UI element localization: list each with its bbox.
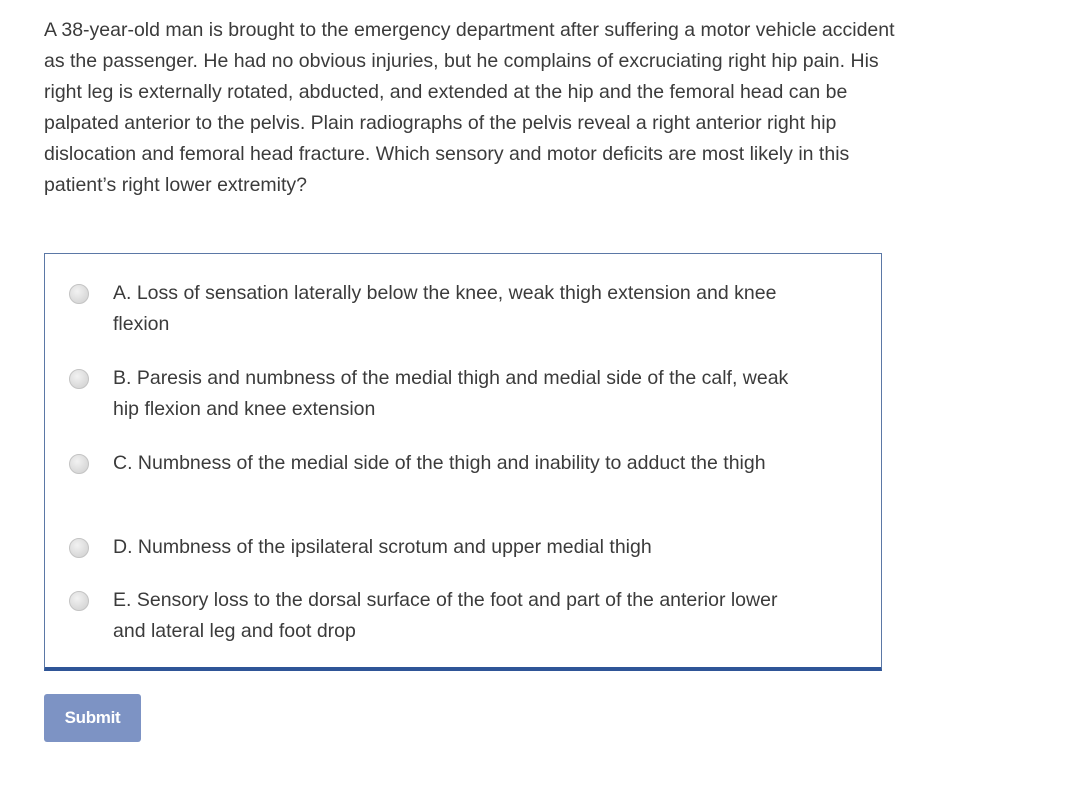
radio-button-a[interactable] [69, 284, 89, 304]
answer-options-box [44, 253, 882, 671]
radio-button-c[interactable] [69, 454, 89, 474]
radio-button-d[interactable] [69, 538, 89, 558]
option-a-label: A. Loss of sensation laterally below the knee, weak thigh extension and knee flexion [113, 282, 777, 335]
option-e-label: E. Sensory loss to the dorsal surface of the foot and part of the anterior lower and lateral leg and foot drop [113, 589, 778, 642]
option-b-label: B. Paresis and numbness of the medial thigh and medial side of the calf, weak hip flexion and knee extension [113, 367, 789, 420]
radio-button-e[interactable] [69, 591, 89, 611]
option-c-label: C. Numbness of the medial side of the thigh and inability to adduct the thigh [113, 452, 766, 474]
submit-button[interactable]: Submit [44, 694, 141, 742]
option-d-label: D. Numbness of the ipsilateral scrotum and upper medial thigh [113, 536, 652, 558]
question-stem: A 38-year-old man is brought to the emergency department after suffering a motor vehicle accident as the passenger. He had no obvious injuries, but he complains of excruciating right hip pain. His right leg is externally rotated, abducted, and extended at the hip and the femoral head can be palpated anterior to the pelvis. Plain radiographs of the pelvis reveal a right anterior right hip dislocation and femoral head fracture. Which sensory and motor deficits are most likely in this patient’s right lower extremity? [44, 19, 895, 196]
radio-button-b[interactable] [69, 369, 89, 389]
